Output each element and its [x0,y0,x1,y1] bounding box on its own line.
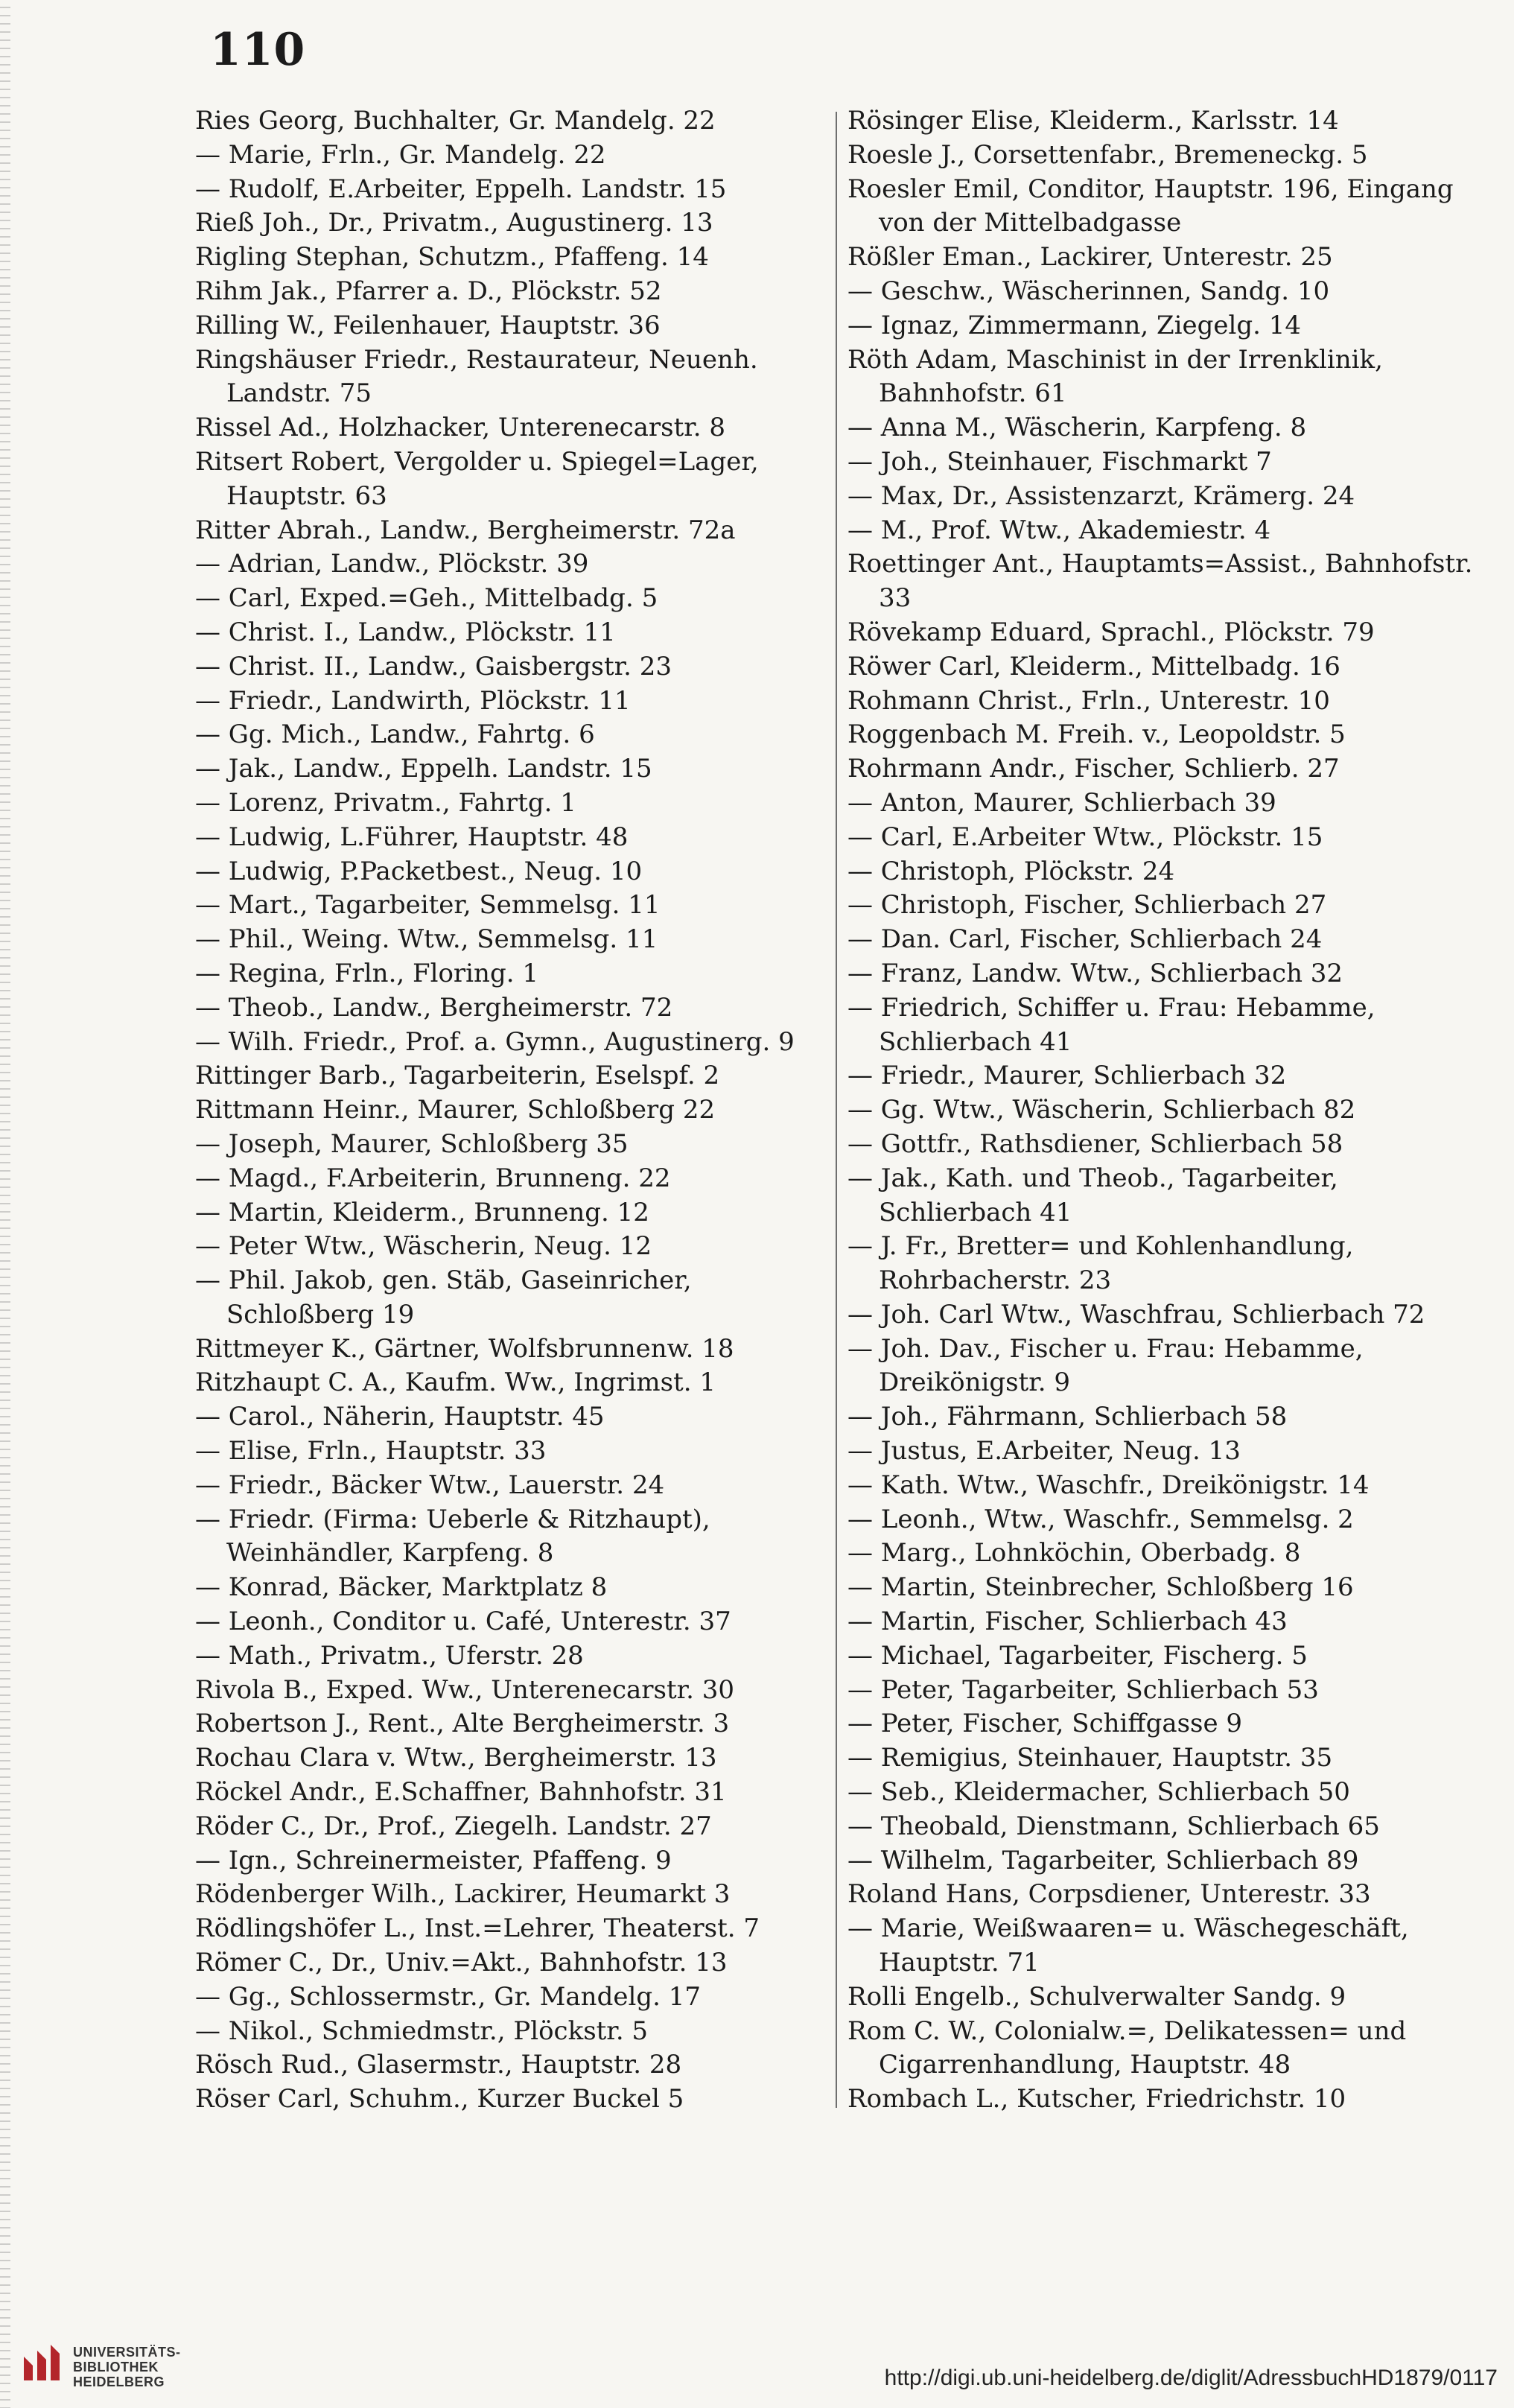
left-column [195,104,821,2117]
directory-entry: — Theobald, Dienstmann, Schlierbach 65 [847,1811,1380,1841]
directory-entry: — Gottfr., Rathsdiener, Schlierbach 58 [847,1128,1343,1159]
directory-entry: Rösinger Elise, Kleiderm., Karlsstr. 14 [847,106,1339,136]
directory-entry: — Anton, Maurer, Schlierbach 39 [847,787,1276,818]
source-url[interactable]: http://digi.ub.uni-heidelberg.de/diglit/AdressbuchHD1879/0117 [884,2366,1498,2390]
directory-entry: — Christ. I., Landw., Plöckstr. 11 [195,617,616,647]
directory-entry: Roesler Emil, Conditor, Hauptstr. 196, Eingang von der Mittelbadgasse [847,174,1454,238]
directory-entry: Rittmeyer K., Gärtner, Wolfsbrunnenw. 18 [195,1333,734,1364]
directory-entry: — Magd., F.Arbeiterin, Brunneng. 22 [195,1163,671,1193]
directory-entry: — Phil., Weing. Wtw., Semmelsg. 11 [195,924,658,955]
directory-entry: — Leonh., Conditor u. Café, Unterestr. 37 [195,1607,731,1637]
directory-entry: — Friedr., Maurer, Schlierbach 32 [847,1061,1287,1091]
directory-entry: Rombach L., Kutscher, Friedrichstr. 10 [847,2084,1346,2115]
directory-entry: — Wilhelm, Tagarbeiter, Schlierbach 89 [847,1845,1359,1875]
directory-entry: — Friedr. (Firma: Ueberle & Ritzhaupt), Weinhändler, Karpfeng. 8 [195,1504,710,1569]
directory-entry: — Mart., Tagarbeiter, Semmelsg. 11 [195,890,661,921]
directory-entry: — Gg. Wtw., Wäscherin, Schlierbach 82 [847,1095,1356,1125]
directory-entry: Rihm Jak., Pfarrer a. D., Plöckstr. 52 [195,276,662,306]
library-name-line: UNIVERSITÄTS- [73,2345,181,2360]
directory-entry: — Peter, Tagarbeiter, Schlierbach 53 [847,1674,1319,1705]
directory-entry: — Jak., Kath. und Theob., Tagarbeiter, Schlierbach 41 [847,1163,1338,1227]
directory-entry: — Marg., Lohnköchin, Oberbadg. 8 [847,1538,1301,1569]
directory-entry: — Ignaz, Zimmermann, Ziegelg. 14 [847,310,1301,340]
directory-entry: Röser Carl, Schuhm., Kurzer Buckel 5 [195,2084,684,2115]
directory-entry: — Max, Dr., Assistenzarzt, Krämerg. 24 [847,480,1355,511]
directory-entry: Ritter Abrah., Landw., Bergheimerstr. 72a [195,515,736,545]
directory-entry: Roland Hans, Corpsdiener, Unterestr. 33 [847,1879,1371,1910]
directory-entry: Ries Georg, Buchhalter, Gr. Mandelg. 22 [195,106,716,136]
directory-entry: Ritsert Robert, Vergolder u. Spiegel=Lager, Hauptstr. 63 [195,446,759,511]
directory-entry: Robertson J., Rent., Alte Bergheimerstr. 3 [195,1709,730,1739]
directory-entry: Rövekamp Eduard, Sprachl., Plöckstr. 79 [847,617,1375,647]
directory-entry: — Leonh., Wtw., Waschfr., Semmelsg. 2 [847,1504,1354,1534]
directory-entry: — Regina, Frln., Floring. 1 [195,958,538,988]
directory-entry: — Geschw., Wäscherinnen, Sandg. 10 [847,276,1330,306]
directory-entry: — Seb., Kleidermacher, Schlierbach 50 [847,1777,1350,1808]
directory-entry: — Marie, Frln., Gr. Mandelg. 22 [195,139,606,170]
page-number: 110 [210,24,306,76]
directory-entry: — Martin, Fischer, Schlierbach 43 [847,1607,1288,1637]
directory-entry: — Peter, Fischer, Schiffgasse 9 [847,1709,1243,1739]
library-name-line: HEIDELBERG [73,2374,165,2389]
directory-entry: Rohmann Christ., Frln., Unterestr. 10 [847,685,1330,716]
directory-entry: — Math., Privatm., Uferstr. 28 [195,1640,584,1671]
directory-entry: Röwer Carl, Kleiderm., Mittelbadg. 16 [847,651,1340,682]
directory-entry: Rohrmann Andr., Fischer, Schlierb. 27 [847,754,1340,784]
directory-entry: — Konrad, Bäcker, Marktplatz 8 [195,1572,608,1603]
directory-entry: — Wilh. Friedr., Prof. a. Gymn., Augustinerg. 9 [195,1026,795,1057]
directory-entry: — Theob., Landw., Bergheimerstr. 72 [195,992,673,1023]
directory-entry: — Ludwig, L.Führer, Hauptstr. 48 [195,822,629,852]
directory-entry: — Gg. Mich., Landw., Fahrtg. 6 [195,719,595,750]
directory-entry: — Friedr., Landwirth, Plöckstr. 11 [195,685,631,716]
directory-entry: — Elise, Frln., Hauptstr. 33 [195,1436,547,1467]
directory-entry: Rolli Engelb., Schulverwalter Sandg. 9 [847,1981,1346,2012]
directory-entry: — Franz, Landw. Wtw., Schlierbach 32 [847,958,1343,988]
directory-entry: Ritzhaupt C. A., Kaufm. Ww., Ingrimst. 1 [195,1367,716,1398]
directory-entry: — Christ. II., Landw., Gaisbergstr. 23 [195,651,672,682]
directory-entry: — Gg., Schlossermstr., Gr. Mandelg. 17 [195,1981,701,2012]
directory-entry: — Joh., Steinhauer, Fischmarkt 7 [847,446,1272,477]
directory-entry: — Justus, E.Arbeiter, Neug. 13 [847,1436,1241,1467]
directory-entry: — Christoph, Plöckstr. 24 [847,856,1175,886]
directory-entry: Roettinger Ant., Hauptamts=Assist., Bahnhofstr. 33 [847,549,1473,614]
directory-entry: Roesle J., Corsettenfabr., Bremeneckg. 5 [847,139,1368,170]
directory-entry: Röder C., Dr., Prof., Ziegelh. Landstr. 27 [195,1811,712,1841]
directory-entry: Rilling W., Feilenhauer, Hauptstr. 36 [195,310,661,340]
directory-entry: — Carl, Exped.=Geh., Mittelbadg. 5 [195,583,658,614]
directory-entry: Rödlingshöfer L., Inst.=Lehrer, Theaterst. 7 [195,1913,760,1944]
directory-entry: — M., Prof. Wtw., Akademiestr. 4 [847,515,1271,545]
library-logo-icon [19,2340,64,2385]
directory-entry: — Friedr., Bäcker Wtw., Lauerstr. 24 [195,1470,665,1500]
directory-entry: — Dan. Carl, Fischer, Schlierbach 24 [847,924,1323,955]
directory-entry: — J. Fr., Bretter= und Kohlenhandlung, Rohrbacherstr. 23 [847,1231,1354,1296]
directory-entry: Rittinger Barb., Tagarbeiterin, Eselspf. 2 [195,1061,720,1091]
directory-entry: — Adrian, Landw., Plöckstr. 39 [195,549,589,579]
directory-entry: — Ludwig, P.Packetbest., Neug. 10 [195,856,643,886]
directory-entry: — Michael, Tagarbeiter, Fischerg. 5 [847,1640,1308,1671]
directory-entry: — Peter Wtw., Wäscherin, Neug. 12 [195,1231,652,1262]
directory-entry: Rößler Eman., Lackirer, Unterestr. 25 [847,242,1333,273]
directory-entry: — Joh. Carl Wtw., Waschfrau, Schlierbach 72 [847,1299,1425,1330]
directory-entry: — Anna M., Wäscherin, Karpfeng. 8 [847,413,1307,443]
library-name-line: BIBLIOTHEK [73,2360,159,2374]
directory-entry: — Remigius, Steinhauer, Hauptstr. 35 [847,1743,1333,1773]
directory-entry: Rieß Joh., Dr., Privatm., Augustinerg. 13 [195,208,713,238]
directory-entry: Rivola B., Exped. Ww., Unterenecarstr. 30 [195,1674,735,1705]
directory-entry: — Christoph, Fischer, Schlierbach 27 [847,890,1327,921]
directory-entry: — Joh., Fährmann, Schlierbach 58 [847,1402,1288,1432]
directory-entry: Rochau Clara v. Wtw., Bergheimerstr. 13 [195,1743,717,1773]
directory-entry: Römer C., Dr., Univ.=Akt., Bahnhofstr. 13 [195,1948,728,1978]
directory-entry: Rittmann Heinr., Maurer, Schloßberg 22 [195,1095,716,1125]
directory-entry: Rösch Rud., Glasermstr., Hauptstr. 28 [195,2050,682,2080]
directory-entry: — Friedrich, Schiffer u. Frau: Hebamme, Schlierbach 41 [847,992,1375,1057]
directory-entry: — Martin, Steinbrecher, Schloßberg 16 [847,1572,1354,1603]
directory-entry: — Phil. Jakob, gen. Stäb, Gaseinricher, Schloßberg 19 [195,1265,692,1330]
library-name [73,2345,181,2389]
directory-entry: — Carl, E.Arbeiter Wtw., Plöckstr. 15 [847,822,1323,852]
directory-entry: Rigling Stephan, Schutzm., Pfaffeng. 14 [195,242,709,273]
directory-entry: — Joseph, Maurer, Schloßberg 35 [195,1128,629,1159]
directory-entry: Ringshäuser Friedr., Restaurateur, Neuenh. Landstr. 75 [195,344,758,409]
directory-entry: — Lorenz, Privatm., Fahrtg. 1 [195,787,576,818]
column-divider [836,112,837,2108]
directory-entry: Rom C. W., Colonialw.=, Delikatessen= und Cigarrenhandlung, Hauptstr. 48 [847,2015,1407,2080]
directory-entry: — Marie, Weißwaaren= u. Wäschegeschäft, Hauptstr. 71 [847,1913,1409,1978]
directory-entry: Roggenbach M. Freih. v., Leopoldstr. 5 [847,719,1346,750]
directory-entry: — Nikol., Schmiedmstr., Plöckstr. 5 [195,2015,649,2046]
directory-entry: Röckel Andr., E.Schaffner, Bahnhofstr. 31 [195,1777,727,1808]
directory-entry: Röth Adam, Maschinist in der Irrenklinik, Bahnhofstr. 61 [847,344,1383,409]
directory-entry: — Jak., Landw., Eppelh. Landstr. 15 [195,754,652,784]
right-column [847,104,1488,2117]
directory-entry: Rissel Ad., Holzhacker, Unterenecarstr. 8 [195,413,726,443]
directory-entry: — Joh. Dav., Fischer u. Frau: Hebamme, Dreikönigstr. 9 [847,1333,1364,1398]
directory-entry: — Ign., Schreinermeister, Pfaffeng. 9 [195,1845,672,1875]
directory-entry: — Martin, Kleiderm., Brunneng. 12 [195,1197,649,1227]
directory-entry: — Kath. Wtw., Waschfr., Dreikönigstr. 14 [847,1470,1370,1500]
directory-entry: — Carol., Näherin, Hauptstr. 45 [195,1402,605,1432]
directory-entry: — Rudolf, E.Arbeiter, Eppelh. Landstr. 15 [195,174,727,204]
binding-edge [0,0,10,2408]
directory-entry: Rödenberger Wilh., Lackirer, Heumarkt 3 [195,1879,731,1910]
